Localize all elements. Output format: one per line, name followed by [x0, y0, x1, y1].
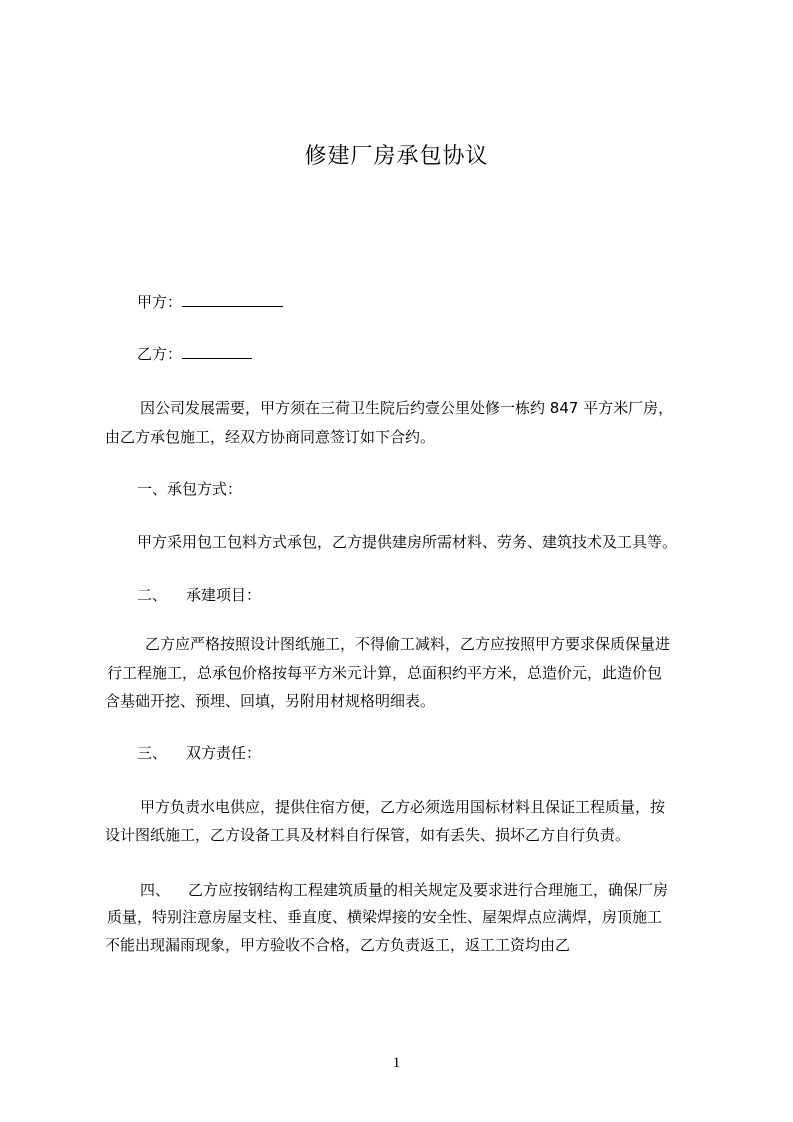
party-b-label: 乙方： [137, 345, 183, 363]
section4-body-line-2: 不能出现漏雨现象，甲方验收不合格，乙方负责返工，返工工资均由乙 [105, 936, 571, 954]
section1-heading: 一、承包方式： [137, 480, 243, 498]
section4-first-line: 乙方应按钢结构工程建筑质量的相关规定及要求进行合理施工，确保厂房 [188, 881, 669, 899]
section3-heading: 双方责任： [186, 744, 262, 762]
section4-body-line-1: 质量，特别注意房屋支柱、垂直度、横梁焊接的安全性、屋架焊点应满焊，房顶施工 [107, 908, 663, 926]
party-a-blank [182, 291, 283, 307]
section2-heading: 承建项目： [186, 586, 262, 604]
section2-body-line-1: 乙方应严格按照设计图纸施工，不得偷工减料，乙方应按照甲方要求保质保量进 [145, 635, 671, 653]
page-number: 1 [392, 1055, 401, 1071]
intro-line-2: 由乙方承包施工，经双方协商同意签订如下合约。 [105, 428, 436, 446]
intro-line-1: 因公司发展需要，甲方须在三荷卫生院后约壹公里处修一栋约 847 平方米厂房， [140, 399, 674, 417]
party-a-line [137, 291, 283, 313]
section4-number: 四、 [140, 881, 171, 899]
section3-number: 三、 [137, 744, 168, 762]
document-title: 修建厂房承包协议 [304, 144, 489, 169]
section1-body-line-1: 甲方采用包工包料方式承包，乙方提供建房所需材料、劳务、建筑技术及工具等。 [137, 533, 678, 551]
section2-body-line-2: 行工程施工，总承包价格按每平方米元计算，总面积约平方米，总造价元，此造价包 [107, 664, 663, 682]
section2-body-line-3: 含基础开挖、预埋、回填，另附用材规格明细表。 [105, 692, 436, 710]
section3-body-line-2: 设计图纸施工，乙方设备工具及材料自行保管，如有丢失、损坏乙方自行负责。 [105, 826, 631, 844]
party-a-label: 甲方： [137, 293, 183, 311]
party-b-blank [182, 343, 252, 359]
section3-body-line-1: 甲方负责水电供应，提供住宿方便，乙方必须选用国标材料且保证工程质量，按 [140, 798, 666, 816]
section2-number: 二、 [137, 586, 168, 604]
party-b-line [137, 343, 252, 365]
